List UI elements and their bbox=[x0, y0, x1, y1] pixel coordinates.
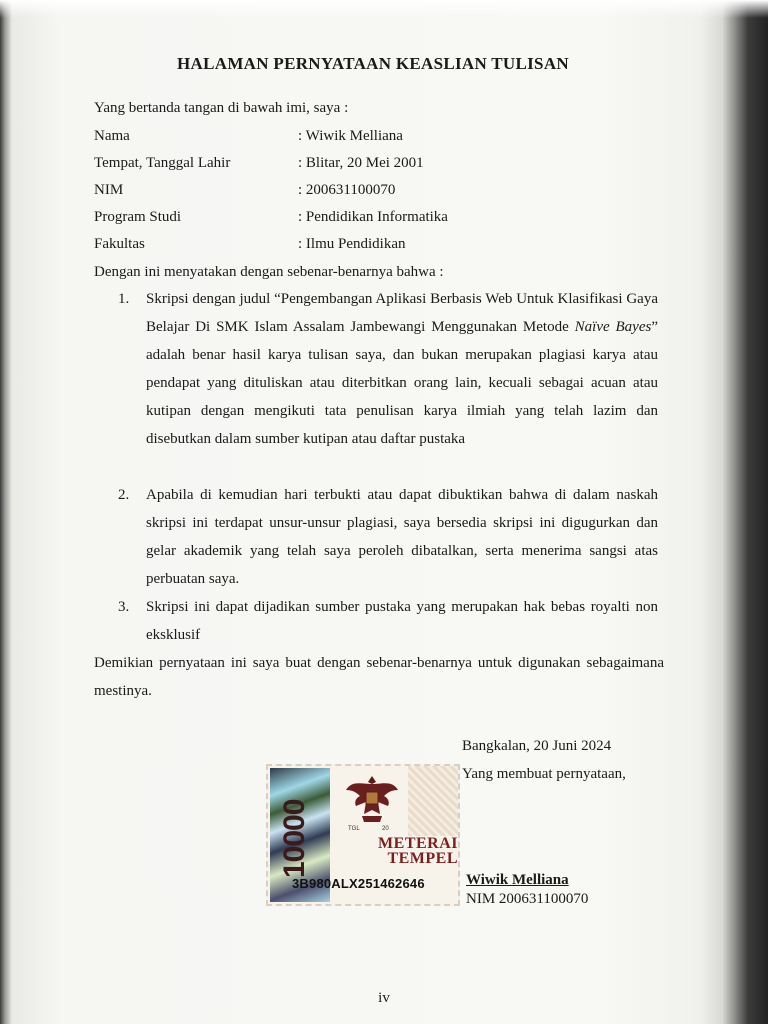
signer-nim: NIM 200631100070 bbox=[466, 891, 589, 907]
page-number: iv bbox=[378, 990, 390, 1006]
intro-text: Yang bertanda tangan di bawah imi, saya : bbox=[94, 100, 349, 116]
stamp-value: 10000 bbox=[278, 799, 311, 879]
field-value-nama: : Wiwik Melliana bbox=[298, 128, 403, 144]
field-value-ttl: : Blitar, 20 Mei 2001 bbox=[298, 155, 424, 171]
garuda-emblem-icon bbox=[342, 770, 402, 830]
statement-item-2: Apabila di kemudian hari terbukti atau dapat dibuktikan bahwa di dalam naskah skripsi ini terdapat unsur-unsur plagiasi, saya bersedia skripsi ini digugurkan dan gelar akademik yang telah saya peroleh dibatalkan, serta menerima sangsi atas perbuatan saya. bbox=[146, 487, 658, 587]
page-edge-highlight bbox=[0, 0, 768, 18]
item-1-text-before: Skripsi dengan judul “Pengembangan Aplikasi Berbasis Web Untuk Klasifikasi Gaya Belajar Di SMK Islam Assalam Jambewangi Menggunakan Metode bbox=[146, 291, 658, 335]
item-number-1: 1. bbox=[118, 291, 130, 307]
stamp-label bbox=[366, 836, 458, 866]
item-number-3: 3. bbox=[118, 599, 130, 615]
stamp-tgl-label: TGL bbox=[348, 826, 360, 832]
field-label-ttl: Tempat, Tanggal Lahir bbox=[94, 155, 231, 171]
field-label-prodi: Program Studi bbox=[94, 209, 182, 225]
field-value-prodi: : Pendidikan Informatika bbox=[298, 209, 448, 225]
statement-item-1 bbox=[146, 285, 658, 453]
signer-name: Wiwik Melliana bbox=[466, 872, 569, 888]
item-number-2: 2. bbox=[118, 487, 130, 503]
closing-paragraph: Demikian pernyataan ini saya buat dengan sebenar-benarnya untuk digunakan sebagaimana mestinya. bbox=[94, 655, 664, 699]
maker-label: Yang membuat pernyataan, bbox=[462, 766, 626, 782]
statement-intro: Dengan ini menyatakan dengan sebenar-benarnya bahwa : bbox=[94, 264, 444, 280]
field-value-fakultas: : Ilmu Pendidikan bbox=[298, 236, 406, 252]
stamp-label-line1: METERAI bbox=[378, 835, 458, 852]
stamp-pattern bbox=[408, 766, 458, 836]
field-label-fakultas: Fakultas bbox=[94, 236, 145, 252]
stamp-tgl-value: 20 bbox=[382, 826, 389, 832]
item-1-text-italic: Naïve Bayes bbox=[574, 319, 652, 335]
meterai-stamp bbox=[266, 764, 460, 906]
field-label-nim: NIM bbox=[94, 182, 124, 198]
page-title: HALAMAN PERNYATAAN KEASLIAN TULISAN bbox=[177, 54, 569, 73]
stamp-serial: 3B980ALX251462646 bbox=[292, 876, 425, 891]
field-label-nama: Nama bbox=[94, 128, 130, 144]
field-value-nim: : 200631100070 bbox=[298, 182, 396, 198]
place-date: Bangkalan, 20 Juni 2024 bbox=[462, 738, 612, 754]
statement-item-3: Skripsi ini dapat dijadikan sumber pustaka yang merupakan hak bebas royalti non eksklusif bbox=[146, 599, 658, 643]
stamp-label-line2: TEMPEL bbox=[387, 850, 458, 867]
item-1-text-after: ” adalah benar hasil karya tulisan saya, dan bukan merupakan plagiasi karya atau pendapat yang dituliskan atau diterbitkan orang lain, kecuali sebagai acuan atau kutipan dengan mengikuti tata penulisan karya ilmiah yang telah lazim dan disebutkan dalam sumber kutipan atau daftar pustaka bbox=[146, 319, 658, 447]
